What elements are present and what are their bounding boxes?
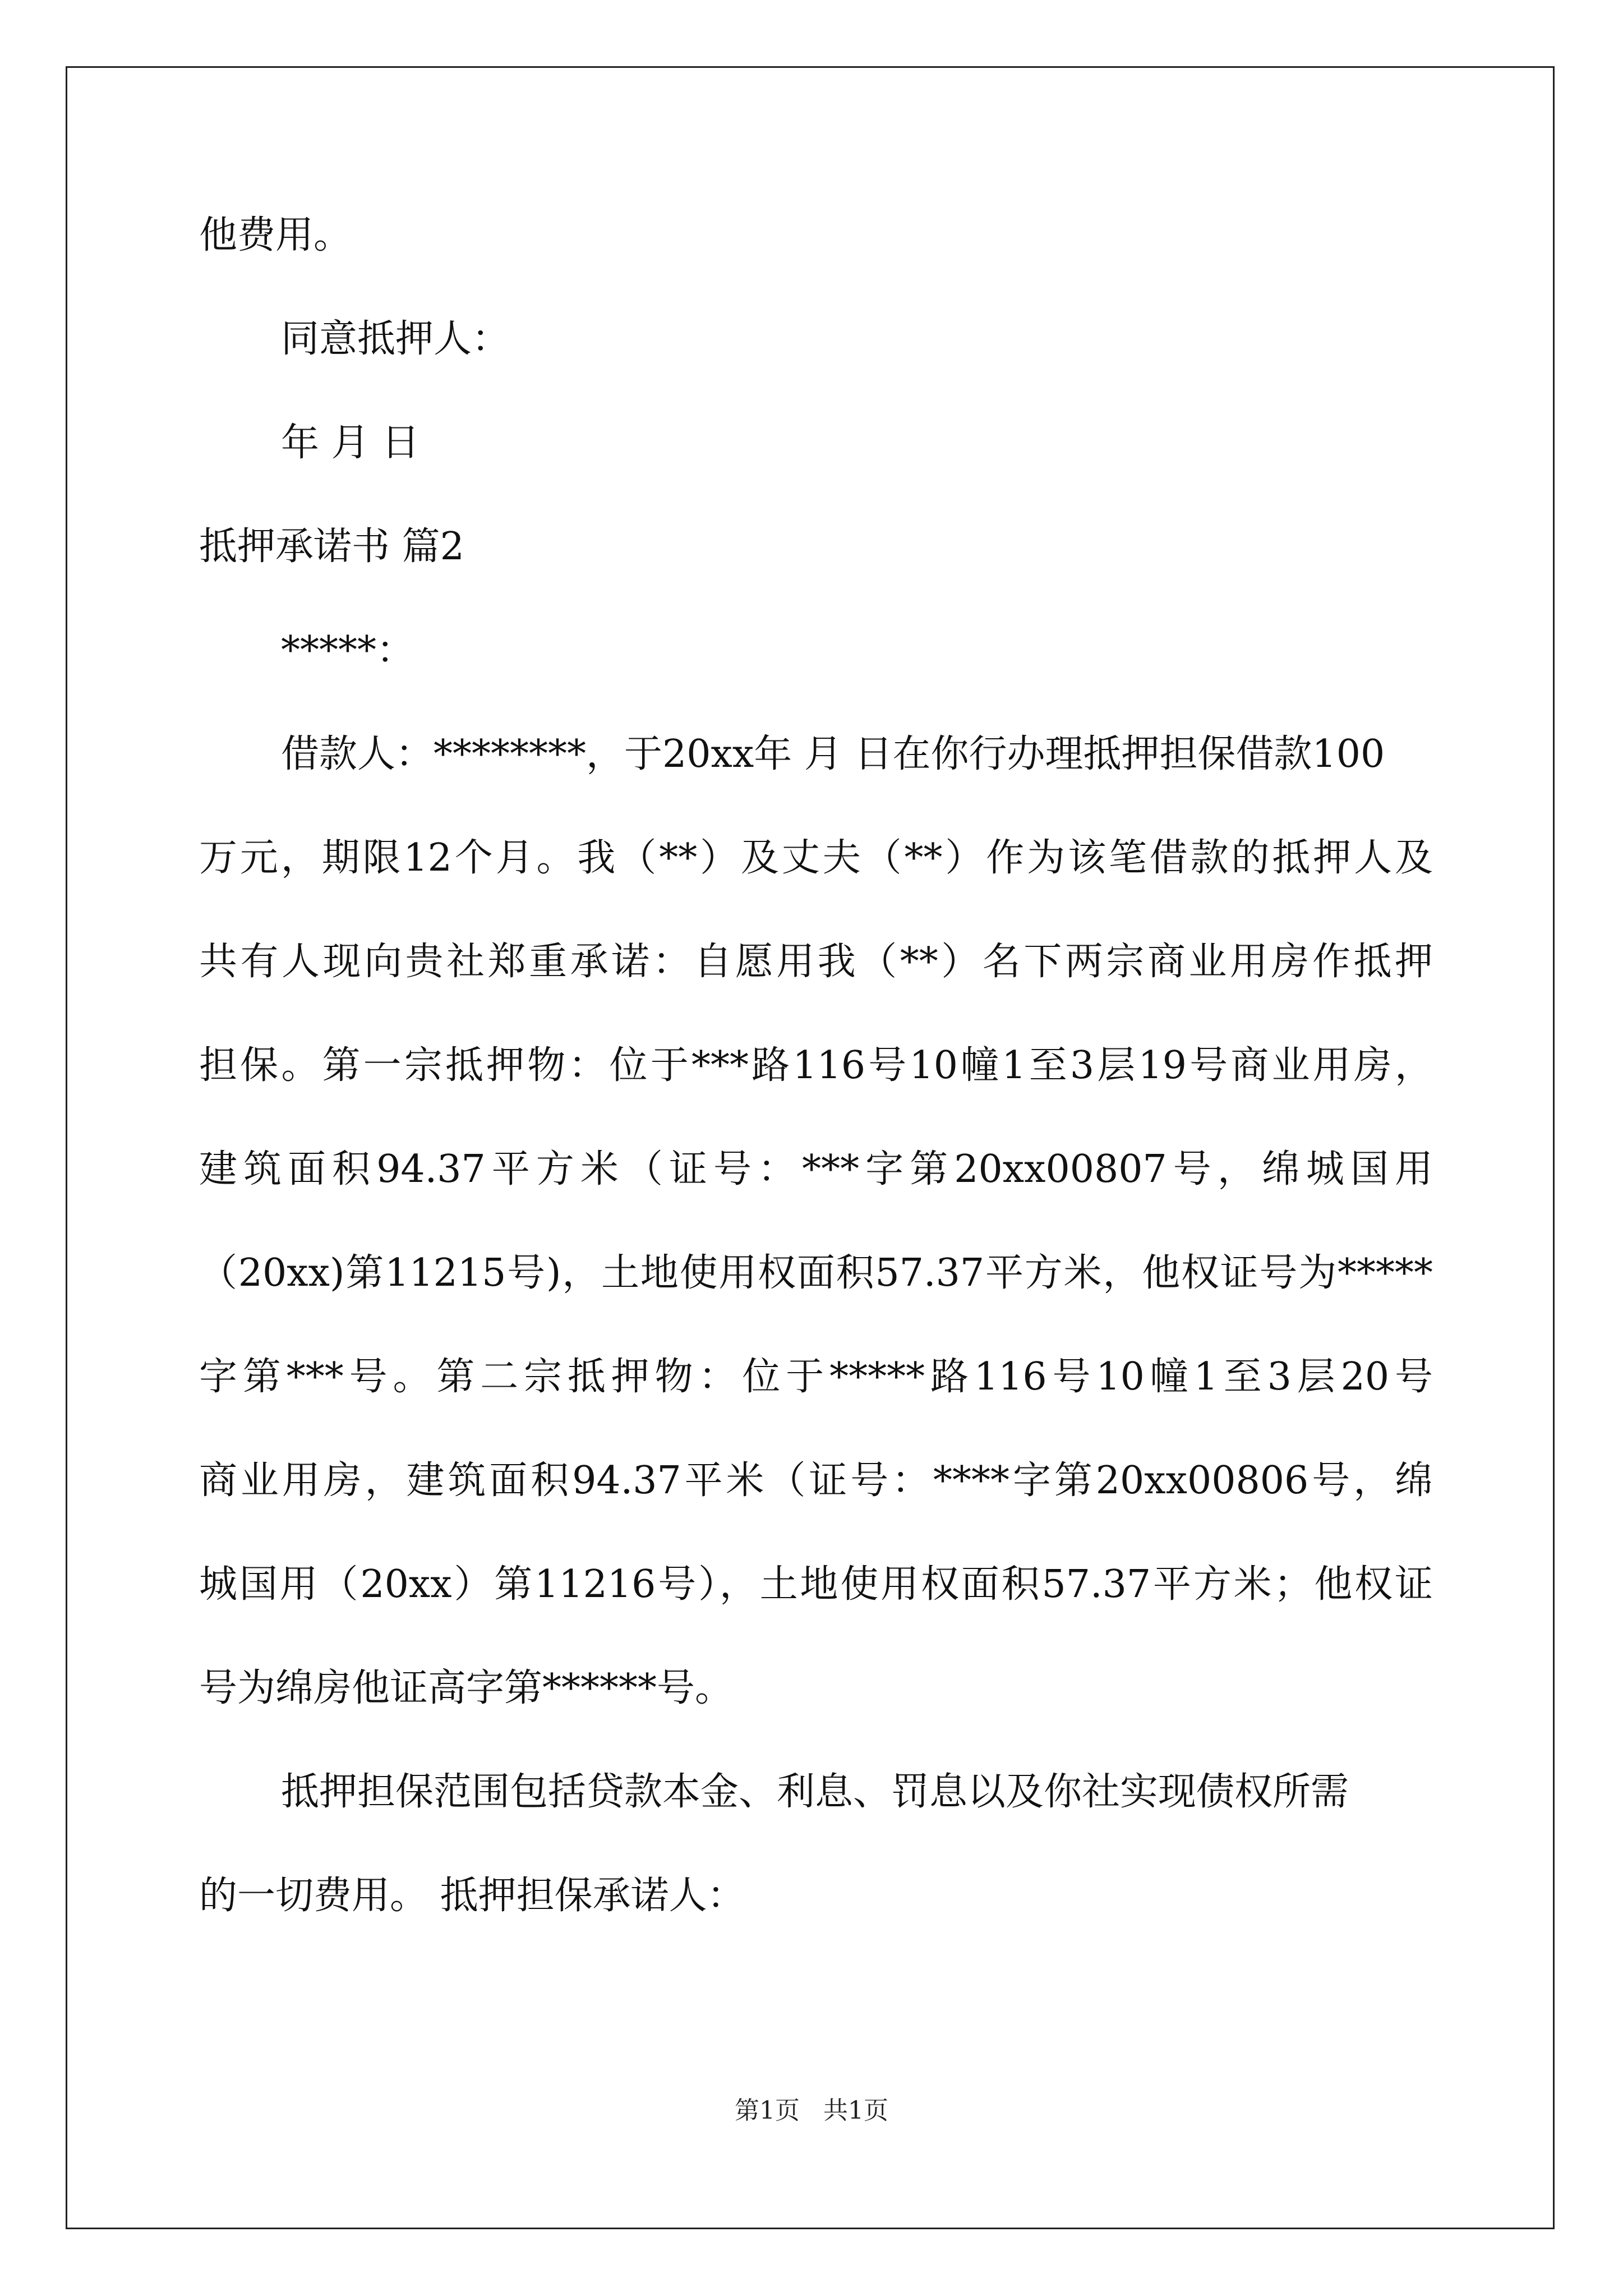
section-heading: 抵押承诺书 篇2 xyxy=(199,524,464,569)
text-line: 城国用（20xx）第11216号），土地使用权面积57.37平方米；他权证 xyxy=(199,1562,1433,1607)
text-line: 抵押担保范围包括贷款本金、利息、罚息以及你社实现债权所需 xyxy=(281,1770,1349,1814)
text-line: 借款人：********，于20xx年 月 日在你行办理抵押担保借款100 xyxy=(281,732,1385,776)
text-line: 共有人现向贵社郑重承诺：自愿用我（**）名下两宗商业用房作抵押 xyxy=(199,940,1433,984)
text-line: 他费用。 xyxy=(199,213,352,257)
text-line: 的一切费用。 抵押担保承诺人： xyxy=(199,1874,745,1918)
text-line: 号为绵房他证高字第******号。 xyxy=(199,1666,734,1710)
text-line: *****： xyxy=(281,628,415,673)
text-line: 年 月 日 xyxy=(281,421,420,465)
page-number-footer: 第1页 共1页 xyxy=(735,2096,888,2125)
text-line: （20xx)第11215号)，土地使用权面积57.37平方米，他权证号为***** xyxy=(199,1251,1433,1295)
text-line: 建筑面积94.37平方米（证号：***字第20xx00807号，绵城国用 xyxy=(199,1147,1433,1191)
text-line: 同意抵押人： xyxy=(281,317,510,361)
text-line: 担保。第一宗抵押物：位于***路116号10幢1至3层19号商业用房， xyxy=(199,1043,1433,1088)
text-line: 万元，期限12个月。我（**）及丈夫（**）作为该笔借款的抵押人及 xyxy=(199,836,1433,880)
text-line: 商业用房，建筑面积94.37平米（证号：****字第20xx00806号，绵 xyxy=(199,1458,1433,1503)
text-line: 字第***号。第二宗抵押物：位于*****路116号10幢1至3层20号 xyxy=(199,1355,1433,1399)
